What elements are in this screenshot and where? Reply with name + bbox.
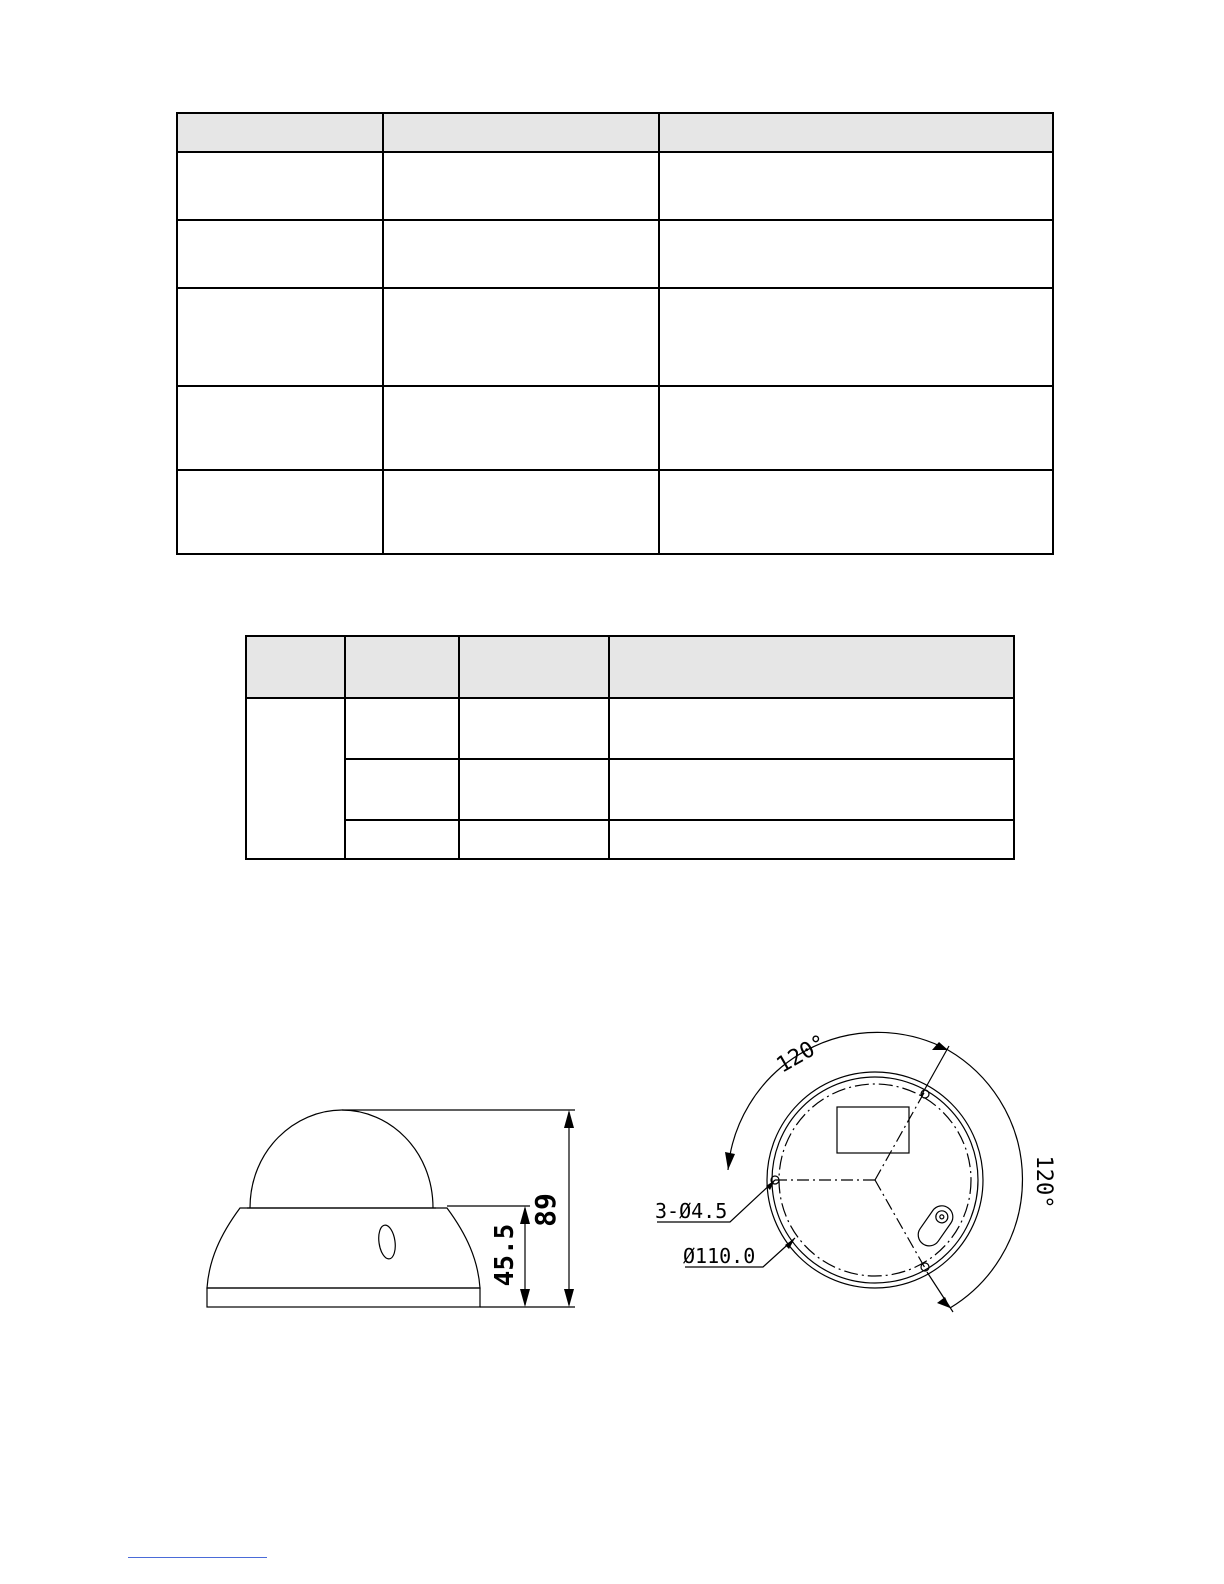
table-row bbox=[246, 698, 1014, 759]
table-row bbox=[177, 288, 1053, 386]
cable-table-header bbox=[246, 636, 1014, 698]
table-row bbox=[177, 470, 1053, 554]
dim-label-base: 45.5 bbox=[490, 1223, 520, 1287]
base-ring bbox=[207, 1288, 480, 1307]
table-row bbox=[246, 759, 1014, 820]
table-row bbox=[177, 220, 1053, 288]
header-cell bbox=[383, 113, 659, 152]
spec-table-header bbox=[177, 113, 1053, 152]
dome-outline bbox=[250, 1110, 433, 1208]
table-row bbox=[177, 152, 1053, 220]
spec-table bbox=[176, 112, 1054, 555]
angle-label-right: 120° bbox=[1031, 1155, 1056, 1209]
footer-link-underline bbox=[128, 1557, 267, 1558]
angle-arc-top bbox=[728, 1032, 948, 1170]
side-view-drawing bbox=[195, 1095, 595, 1325]
header-cell bbox=[459, 636, 609, 698]
angle-label-top: 120° bbox=[772, 1030, 831, 1079]
header-cell bbox=[177, 113, 383, 152]
cable-slot bbox=[914, 1202, 957, 1251]
table-row bbox=[246, 820, 1014, 859]
top-view-drawing bbox=[645, 1020, 1065, 1320]
header-cell bbox=[246, 636, 345, 698]
dim-label-total: 89 bbox=[529, 1193, 562, 1227]
table-row bbox=[177, 386, 1053, 470]
cable-table bbox=[245, 635, 1015, 860]
header-cell bbox=[659, 113, 1053, 152]
label-plate bbox=[837, 1107, 909, 1153]
angle-arc-right bbox=[948, 1050, 1022, 1308]
housing-outline bbox=[207, 1208, 480, 1288]
screw-oval bbox=[377, 1224, 398, 1260]
diameter-label: Ø110.0 bbox=[683, 1244, 756, 1268]
merged-cell bbox=[246, 698, 345, 859]
holes-label: 3-Ø4.5 bbox=[655, 1199, 728, 1223]
header-cell bbox=[345, 636, 459, 698]
header-cell bbox=[609, 636, 1014, 698]
